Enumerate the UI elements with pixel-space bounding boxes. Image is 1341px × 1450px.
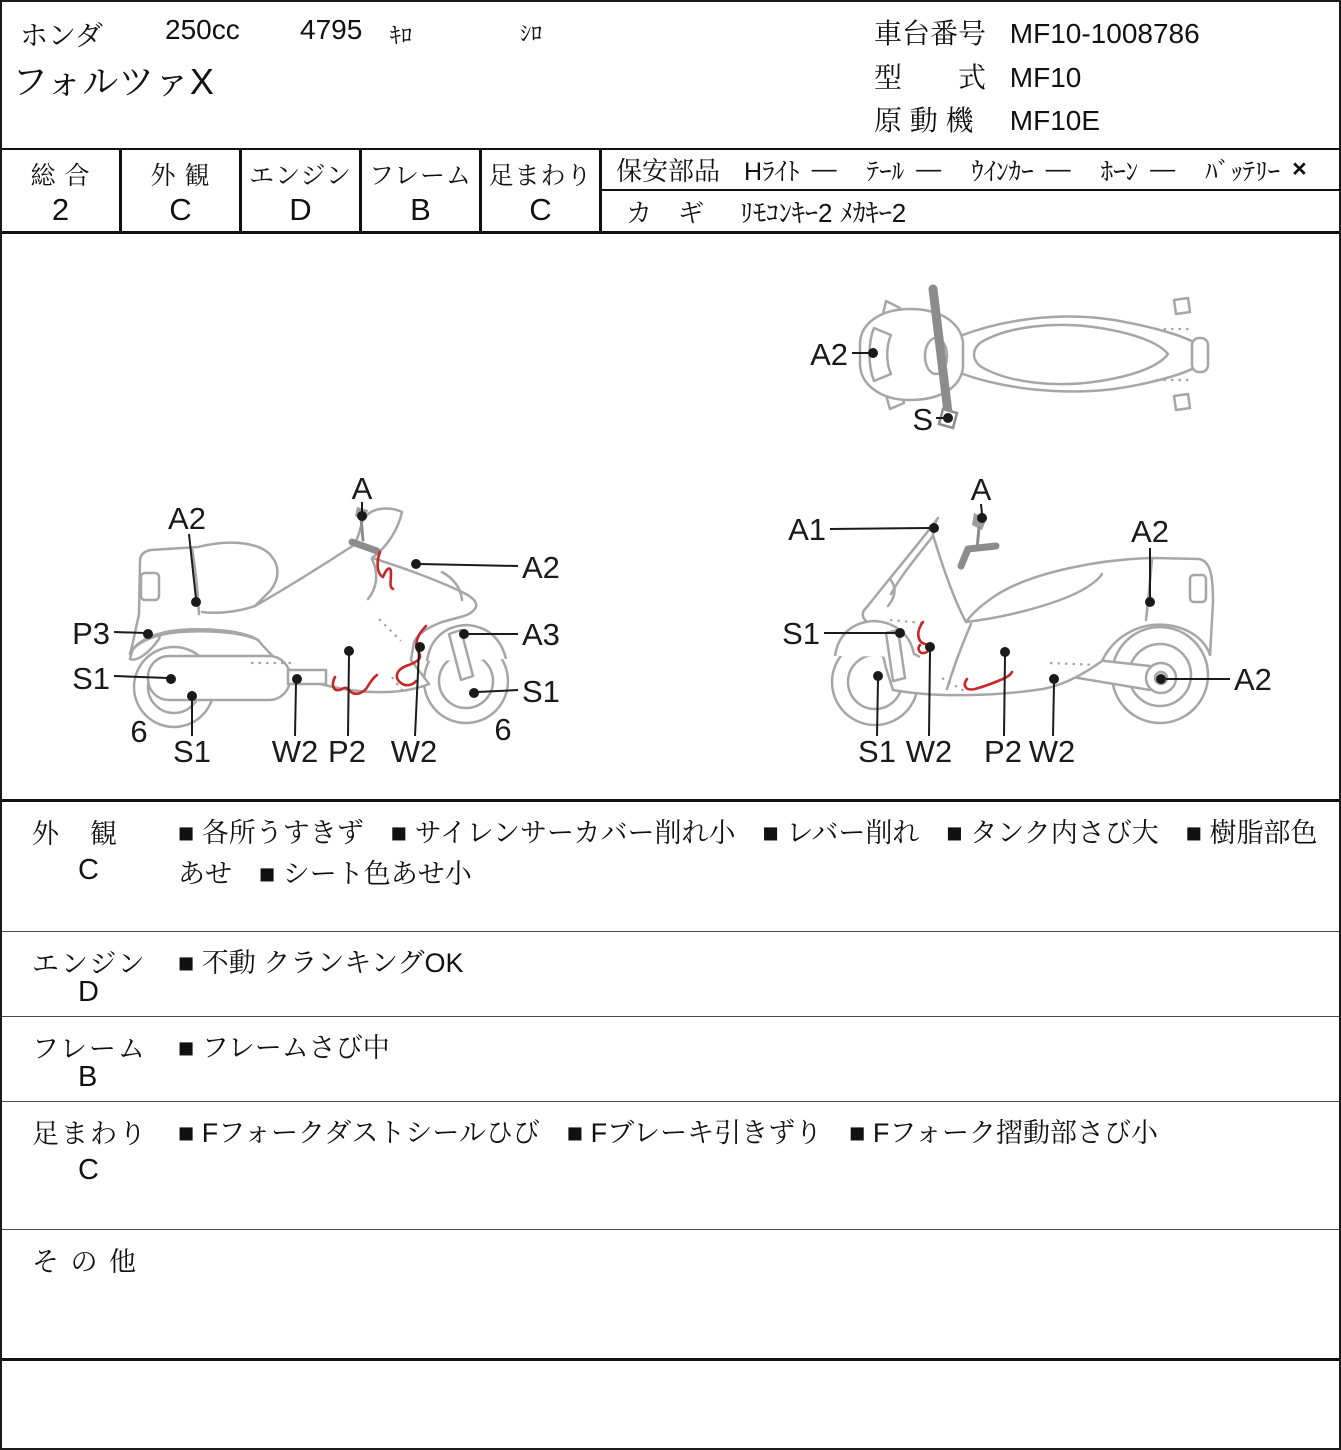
damage-label-a2-body: A2	[1131, 514, 1169, 549]
model-code-value: MF10	[1009, 62, 1082, 93]
grade-label-exterior: 外 観	[150, 162, 211, 190]
spoke-count-front: 6	[494, 712, 512, 747]
damage-label-a2-topview: A2	[810, 337, 848, 372]
key-row	[602, 191, 1339, 231]
safety-tail-lamp: ﾃｰﾙ ―	[866, 155, 942, 186]
section-undercarriage-notes: ■ Fフォークダストシールひび ■ Fブレーキ引きずり ■ Fフォーク摺動部さび小	[178, 1118, 1159, 1148]
grade-label-frame: フレーム	[368, 162, 472, 190]
right-side-view-diagram	[782, 472, 1272, 769]
damage-label-a-right: A	[970, 472, 992, 507]
section-frame-label: フレーム	[32, 1034, 147, 1064]
damage-label-s1-muffler: S1	[72, 661, 110, 696]
safety-battery: ﾊﾞｯﾃﾘｰ ×	[1205, 155, 1307, 186]
grade-value-undercarriage: C	[529, 192, 552, 227]
section-exterior-grade: C	[78, 854, 99, 886]
section-exterior	[2, 802, 1339, 932]
damage-label-p3: P3	[72, 616, 110, 651]
maker-name: ホンダ	[20, 20, 103, 51]
section-engine-label: エンジン	[32, 949, 147, 979]
damage-label-p2-right: P2	[984, 734, 1022, 769]
safety-winker: ｳｲﾝｶｰ ―	[971, 155, 1071, 186]
section-frame-grade: B	[78, 1061, 98, 1093]
handlebar-right-view	[961, 546, 996, 566]
damage-label-s-topview: S	[912, 402, 933, 437]
mileage-unit: ｷﾛ	[390, 23, 413, 48]
damage-label-w2-rear-left: W2	[271, 734, 319, 769]
engine-code-label: 原 動 機	[874, 105, 974, 136]
damage-label-a2-axle: A2	[1234, 662, 1272, 697]
section-undercarriage	[2, 1102, 1339, 1230]
grade-label-overall: 総 合	[30, 162, 91, 190]
mileage-value: 4795	[300, 14, 363, 45]
grade-cell-overall	[2, 150, 122, 231]
section-exterior-notes: ■ 各所うすきず ■ サイレンサーカバー削れ小 ■ レバー削れ ■ タンク内さび大 ■ 樹脂部色あせ ■ シート色あせ小	[178, 818, 1318, 889]
section-frame	[2, 1017, 1339, 1102]
grade-label-engine: エンジン	[249, 162, 352, 190]
safety-parts-row	[602, 150, 1339, 191]
damage-label-w2-front-right: W2	[905, 734, 953, 769]
section-engine	[2, 932, 1339, 1017]
damage-diagram-panel	[2, 234, 1339, 802]
damage-label-a-left: A	[351, 471, 373, 506]
grade-cell-engine	[242, 150, 362, 231]
damage-label-s1-rear-wheel: S1	[173, 734, 211, 769]
rear-cap-topview	[1192, 338, 1208, 372]
damage-label-w2-rear-right: W2	[1028, 734, 1076, 769]
safety-horn: ﾎｰﾝ ―	[1100, 155, 1176, 186]
taillight-right-view	[1190, 575, 1206, 602]
section-other-label: そ の 他	[32, 1247, 139, 1277]
model-name: フォルツァX	[12, 61, 214, 102]
model-code-label: 型 式	[874, 62, 987, 93]
grade-table	[2, 148, 1339, 234]
grade-value-exterior: C	[169, 192, 192, 227]
grade-cell-undercarriage	[482, 150, 602, 231]
damage-label-s1-front-wheel-left: S1	[522, 674, 560, 709]
displacement: 250cc	[165, 14, 240, 45]
section-exterior-label: 外 観	[32, 819, 119, 849]
engine-code-value: MF10E	[1009, 105, 1101, 136]
section-undercarriage-grade: C	[78, 1154, 99, 1186]
grade-value-engine: D	[289, 192, 312, 227]
key-value: ﾘﾓｺﾝｷｰ2 ﾒｶｷｰ2	[740, 197, 907, 228]
damage-label-a2-front: A2	[522, 550, 560, 585]
damage-label-p2-left: P2	[328, 734, 366, 769]
damage-label-w2-front-left: W2	[390, 734, 438, 769]
taillight-left-view	[141, 573, 159, 600]
section-undercarriage-label: 足まわり	[32, 1119, 148, 1149]
section-frame-notes: ■ フレームさび中	[178, 1033, 390, 1063]
damage-label-a1: A1	[788, 512, 826, 547]
grade-value-frame: B	[410, 192, 431, 227]
grade-label-undercarriage: 足まわり	[488, 162, 593, 190]
top-view-diagram	[810, 289, 1208, 437]
section-engine-grade: D	[78, 976, 99, 1008]
left-side-view-diagram	[72, 471, 560, 769]
damage-label-s1-fork: S1	[782, 616, 820, 651]
scooter-diagrams	[2, 234, 1339, 799]
section-other	[2, 1230, 1339, 1361]
safety-parts-title: 保安部品	[616, 156, 721, 186]
section-engine-notes: ■ 不動 クランキングOK	[178, 948, 464, 978]
spoke-count-rear: 6	[130, 714, 148, 749]
grade-value-overall: 2	[51, 192, 70, 227]
damage-label-a2-seat: A2	[168, 501, 206, 536]
section-blank	[2, 1361, 1339, 1448]
grade-cell-exterior	[122, 150, 242, 231]
damage-label-a3: A3	[522, 617, 560, 652]
grade-cell-frame	[362, 150, 482, 231]
chassis-number-value: MF10-1008786	[1009, 18, 1200, 49]
safety-parts-panel	[602, 150, 1339, 231]
safety-headlight: Hﾗｲﾄ ―	[744, 155, 837, 186]
engine-code-row	[874, 99, 1100, 139]
key-label: カ ギ	[626, 197, 705, 228]
condition-sections	[2, 802, 1339, 1448]
chassis-number-row	[874, 12, 1200, 52]
body-color: ｼﾛ	[520, 21, 543, 46]
damage-label-s1-front-wheel-right: S1	[858, 734, 896, 769]
chassis-number-label: 車台番号	[874, 18, 987, 49]
model-code-row	[874, 56, 1081, 96]
